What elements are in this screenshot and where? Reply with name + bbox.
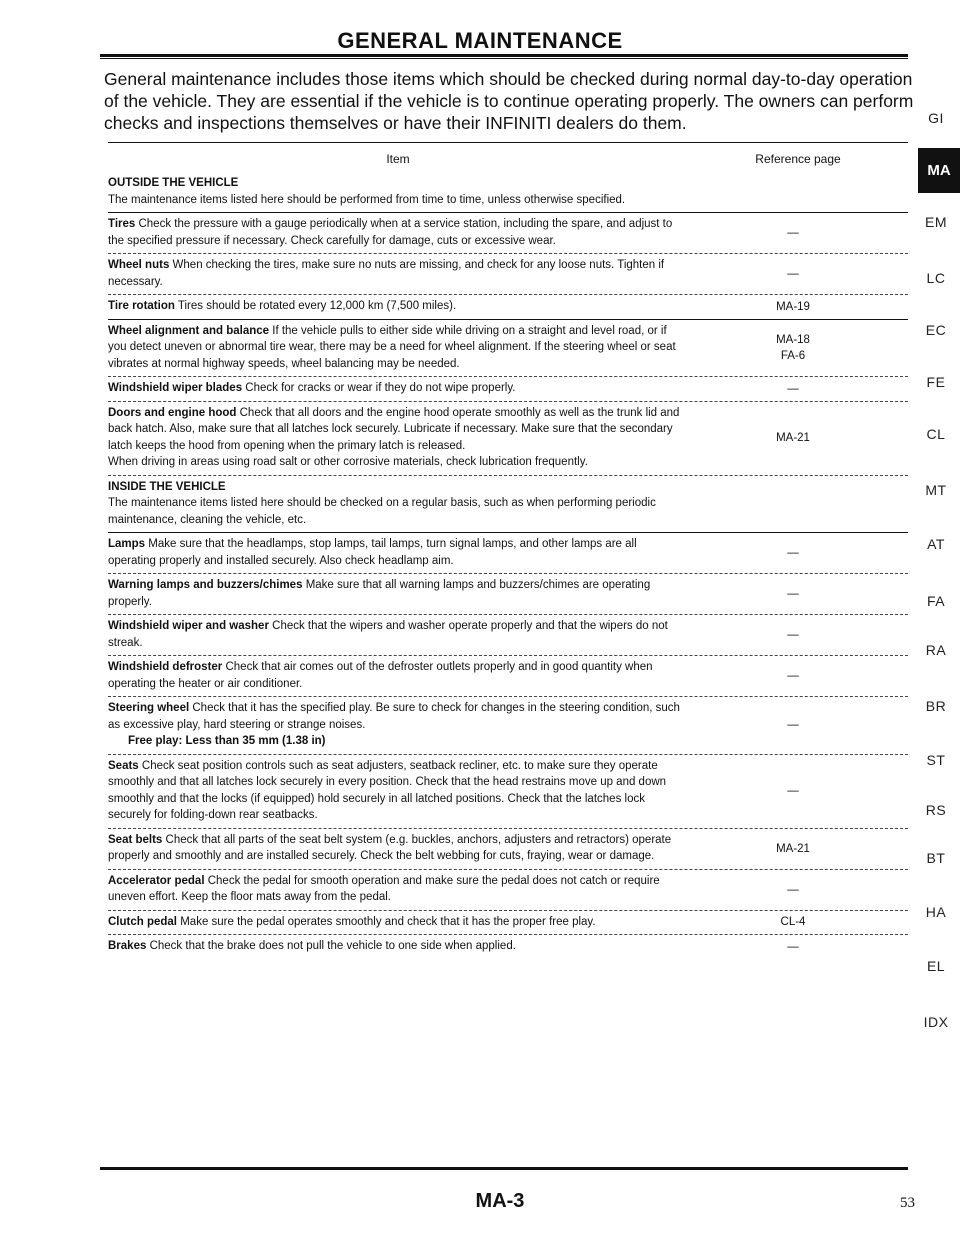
item-text: Make sure that the headlamps, stop lamps, tail lamps, turn signal lamps, and other lamps are all operating properly and installed securely. Also check headlamp aim. <box>108 538 637 567</box>
side-index-fe[interactable]: FE <box>926 374 946 390</box>
table-row <box>108 755 908 829</box>
side-index-st[interactable]: ST <box>926 752 946 768</box>
table-top-rule <box>108 142 908 143</box>
item-label: Brakes <box>108 940 147 952</box>
reference-page: — <box>787 629 799 641</box>
side-index-em[interactable]: EM <box>925 214 947 230</box>
item-text: When checking the tires, make sure no nuts are missing, and check for any loose nuts. Tighten if necessary. <box>108 259 665 288</box>
side-index-idx[interactable]: IDX <box>923 1014 949 1030</box>
item-text: Make sure the pedal operates smoothly and check that it has the proper free play. <box>180 915 596 928</box>
item-text: Check that the brake does not pull the vehicle to one side when applied. <box>149 940 516 952</box>
section-tab-active[interactable]: MA <box>918 148 960 193</box>
reference-page: — <box>787 940 799 953</box>
table-row <box>108 320 908 378</box>
item-label: Windshield defroster <box>108 661 223 673</box>
side-index-rs[interactable]: RS <box>925 802 947 818</box>
item-text: If the vehicle pulls to either side while driving on a straight and level road, or if you detect uneven or abnormal tire wear, there may be a need for wheel alignment. If the steering wheel or seat vibrates at normal highway speeds, wheel balancing may be needed. <box>108 324 676 370</box>
reference-page: — <box>787 883 799 896</box>
section-description: The maintenance items listed here should be performed from time to time, unless otherwise specified. <box>108 193 626 206</box>
section-heading: INSIDE THE VEHICLE <box>108 480 226 493</box>
reference-page: MA-18 <box>776 333 810 346</box>
item-text: Check that it has the specified play. Be sure to check for changes in the steering condition, such as excessive play, hard steering or strange noises. <box>108 702 680 731</box>
table-row <box>108 574 908 615</box>
table-row <box>108 870 908 911</box>
item-text: Check for cracks or wear if they do not wipe properly. <box>245 382 516 394</box>
item-label: Lamps <box>108 538 146 550</box>
reference-page: MA-19 <box>776 300 810 313</box>
section-description: The maintenance items listed here should be checked on a regular basis, such as when performing periodic maintenance, cleaning the vehicle, etc. <box>108 497 656 526</box>
item-text: Check that the wipers and washer operate properly and that the wipers do not streak. <box>108 620 668 649</box>
item-label: Steering wheel <box>108 702 190 714</box>
reference-page: — <box>787 227 799 239</box>
maintenance-table <box>108 172 908 959</box>
item-label: Seat belts <box>108 833 163 846</box>
column-header-item: Item <box>386 152 410 166</box>
side-index-ra[interactable]: RA <box>925 642 947 658</box>
page-title: GENERAL MAINTENANCE <box>337 28 623 53</box>
item-label: Accelerator pedal <box>108 874 205 887</box>
reference-page: — <box>787 547 799 559</box>
side-index-ha[interactable]: HA <box>925 904 947 920</box>
item-text: Check that all doors and the engine hood operate smoothly as well as the trunk lid and back hatch. Also, make sure that all latches lock securely. Lubricate if necessary. Make sure that the secondary latch keeps the hood from opening when the primary latch is released. <box>108 406 680 452</box>
table-row <box>108 254 908 295</box>
item-label: Windshield wiper blades <box>108 382 243 394</box>
table-row <box>108 829 908 870</box>
table-row <box>108 935 908 959</box>
side-index-ec[interactable]: EC <box>925 322 947 338</box>
item-text: Check seat position controls such as seat adjusters, seatback recliner, etc. to make sure they operate smoothly and that all latches lock securely in every position. Check that the head restrains move up and down smoothly and that the locks (if equipped) hold securely in all latched positions. Check that the latches lock securely for folding-down rear seatbacks. <box>108 759 667 821</box>
reference-page: — <box>787 670 799 682</box>
item-text: Tires should be rotated every 12,000 km (7,500 miles). <box>177 300 457 312</box>
title-rule <box>100 54 908 57</box>
column-header-reference: Reference page <box>755 152 841 166</box>
item-label: Tire rotation <box>108 300 175 312</box>
table-row <box>108 911 908 936</box>
table-row <box>108 533 908 574</box>
section-inside <box>108 476 908 534</box>
intro-paragraph: General maintenance includes those items which should be checked during normal day-to-day operation of the vehicle. They are essential if the vehicle is to continue operating properly. The owners can perform checks and inspections themselves or have their INFINITI dealers do them. <box>104 69 914 133</box>
bottom-rule <box>100 1167 908 1170</box>
item-text: Check that air comes out of the defroster outlets properly and in good quantity when operating the heater or air conditioner. <box>108 661 653 690</box>
side-index-br[interactable]: BR <box>925 698 947 714</box>
table-row <box>108 377 908 402</box>
side-index-mt[interactable]: MT <box>925 482 947 498</box>
side-index-fa[interactable]: FA <box>926 593 946 609</box>
item-text-continued: When driving in areas using road salt or other corrosive materials, check lubrication frequently. <box>108 456 588 468</box>
item-label: Wheel nuts <box>108 259 170 271</box>
table-row <box>108 615 908 656</box>
reference-page: MA-21 <box>776 842 810 855</box>
table-row <box>108 295 908 320</box>
table-row <box>108 402 908 476</box>
item-label: Tires <box>108 218 136 230</box>
page-code: MA-3 <box>475 1190 525 1212</box>
reference-page: — <box>787 268 799 280</box>
side-index-lc[interactable]: LC <box>926 270 946 286</box>
free-play-spec: Free play: Less than 35 mm (1.38 in) <box>128 735 326 747</box>
reference-page: — <box>787 719 799 732</box>
title-rule-thin <box>100 58 908 59</box>
item-text: Check that all parts of the seat belt system (e.g. buckles, anchors, adjusters and retractors) operate properly and smoothly and are installed securely. Check the belt webbing for cuts, fraying, wear or damage. <box>108 833 672 862</box>
item-label: Seats <box>108 759 139 772</box>
item-label: Clutch pedal <box>108 915 178 928</box>
item-text: Check the pressure with a gauge periodically when at a service station, including the spare, and adjust to the specified pressure if necessary. Check carefully for damage, cuts or excessive wear. <box>108 218 673 247</box>
side-index-at[interactable]: AT <box>927 536 945 552</box>
item-text: Check the pedal for smooth operation and make sure the pedal does not catch or require uneven effort. Keep the floor mats away from the pedal. <box>108 874 660 903</box>
item-label: Warning lamps and buzzers/chimes <box>108 579 303 591</box>
page-number: 53 <box>900 1195 915 1211</box>
side-index-cl[interactable]: CL <box>926 426 946 442</box>
reference-page: CL-4 <box>780 916 806 929</box>
section-heading: OUTSIDE THE VEHICLE <box>108 177 239 189</box>
reference-page: — <box>787 382 799 395</box>
item-label: Windshield wiper and washer <box>108 620 269 632</box>
item-label: Doors and engine hood <box>108 406 237 419</box>
item-label: Wheel alignment and balance <box>108 324 270 337</box>
side-index-gi[interactable]: GI <box>928 110 944 126</box>
table-row <box>108 213 908 254</box>
side-index-el[interactable]: EL <box>926 958 946 974</box>
item-text: Make sure that all warning lamps and buzzers/chimes are operating properly. <box>108 579 651 608</box>
reference-page: — <box>787 588 799 600</box>
reference-page: MA-21 <box>776 432 810 444</box>
table-row <box>108 697 908 755</box>
reference-page: FA-6 <box>780 349 806 362</box>
reference-page: — <box>787 785 799 797</box>
table-row <box>108 656 908 697</box>
section-outside <box>108 172 908 213</box>
side-index-bt[interactable]: BT <box>926 850 946 866</box>
